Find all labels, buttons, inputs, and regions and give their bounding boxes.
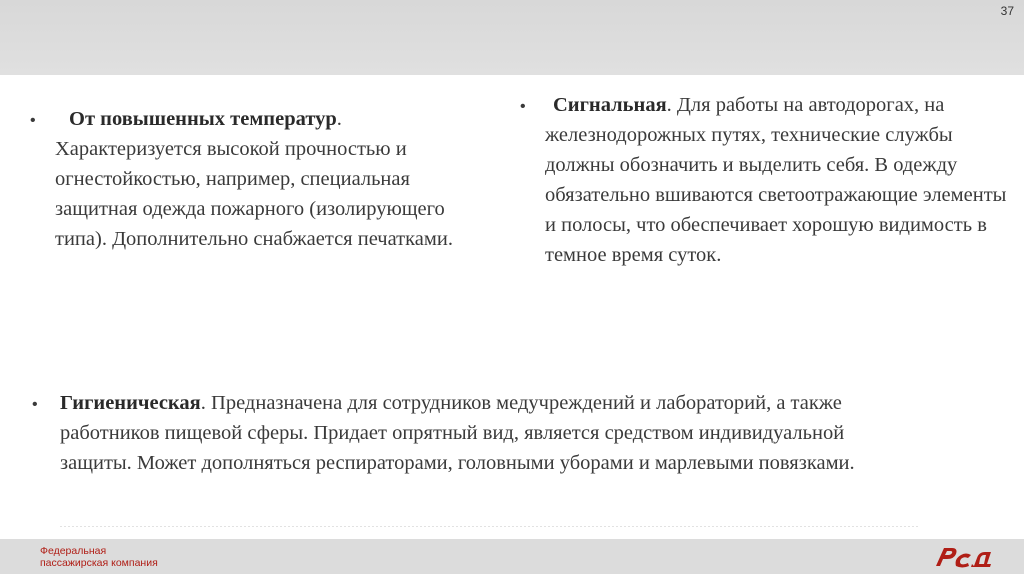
header-band — [0, 0, 1024, 75]
company-line-1: Федеральная — [40, 545, 107, 557]
rzd-logo-icon — [930, 542, 998, 570]
item-title: Сигнальная — [553, 94, 667, 116]
bullet-icon: • — [32, 396, 38, 413]
item-text: . Предназначена для сотрудников медучреждений и лабораторий, а также работников пищевой сферы. Придает опрятный вид, является средством индивидуальной защиты. Может дополняться респираторами, головными уборами и марлевыми повязками. — [60, 392, 855, 474]
page-number: 37 — [1000, 4, 1014, 18]
bullet-item-heat-protection — [30, 104, 455, 254]
company-line-2: пассажирская компания — [40, 557, 158, 569]
item-title: От повышенных температур — [69, 108, 337, 130]
item-title: Гигиеническая — [60, 392, 201, 414]
company-name — [40, 545, 158, 569]
item-text: . Для работы на автодорогах, на железнодорожных путях, технические службы должны обозначить и выделить себя. В одежду обязательно вшиваются светоотражающие элементы и полосы, что обеспечивает хорошую видимость в темное время суток. — [545, 94, 1007, 266]
divider — [60, 526, 920, 527]
item-text: . Характеризуется высокой прочностью и огнестойкостью, например, специальная защитная одежда пожарного (изолирующего типа). Дополнительно снабжается печатками. — [55, 108, 453, 250]
bullet-item-signal — [520, 90, 1015, 270]
bullet-icon: • — [520, 98, 526, 115]
bullet-icon: • — [30, 112, 36, 129]
bullet-item-hygiene — [32, 388, 900, 478]
